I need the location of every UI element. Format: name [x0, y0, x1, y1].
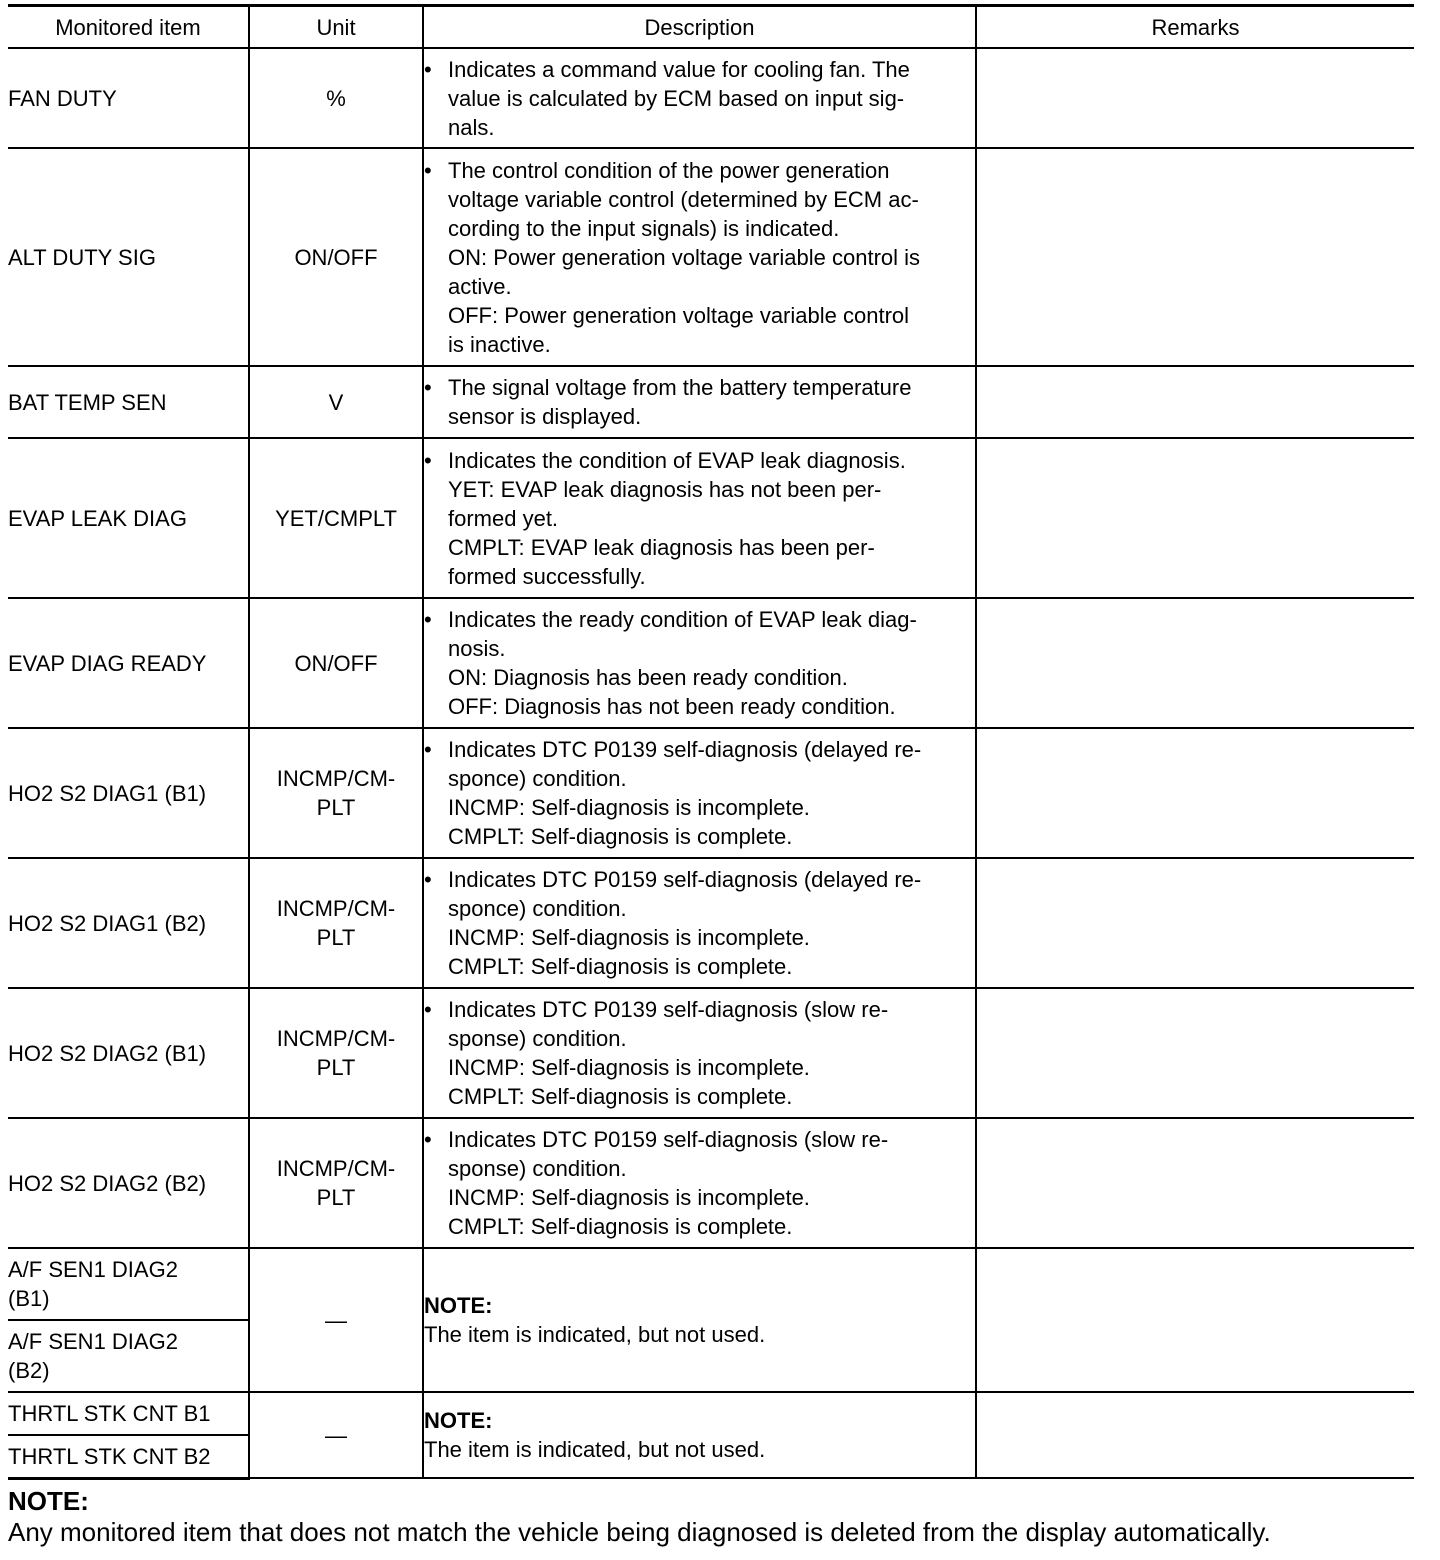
- table-row: [8, 728, 1414, 858]
- description-line: formed successfully.: [448, 563, 646, 589]
- description-line: OFF: Diagnosis has not been ready condition.: [448, 694, 896, 719]
- description-cell: [423, 1118, 976, 1248]
- bullet-item: [424, 1125, 975, 1241]
- header-monitored-item: Monitored item: [8, 6, 249, 49]
- description-line: cording to the input signals) is indicated.: [448, 215, 840, 241]
- table-row: [8, 48, 1414, 148]
- table-row: [8, 858, 1414, 988]
- unit-cell: [249, 728, 423, 858]
- description-text: [448, 735, 975, 851]
- unit-line: PLT: [316, 1185, 356, 1210]
- bullet-icon: •: [424, 1127, 432, 1152]
- description-text: [448, 55, 975, 142]
- unit-cell: [249, 858, 423, 988]
- description-text: [448, 605, 975, 721]
- description-line: is inactive.: [448, 331, 551, 357]
- description-text: [448, 995, 975, 1111]
- description-line: INCMP: Self-diagnosis is incomplete.: [448, 1185, 810, 1210]
- description-text: [448, 373, 975, 431]
- unit-line: PLT: [316, 925, 356, 950]
- monitored-items-table: [8, 4, 1414, 1480]
- item-line: (B1): [8, 1286, 50, 1311]
- description-line: Indicates DTC P0159 self-diagnosis (delayed re-: [448, 867, 922, 892]
- item-line: A/F SEN1 DIAG2: [8, 1257, 178, 1282]
- remarks-cell: [976, 1392, 1414, 1478]
- description-line: ON: Diagnosis has been ready condition.: [448, 665, 848, 690]
- table-row: [8, 438, 1414, 598]
- monitored-item-cell: HO2 S2 DIAG2 (B2): [8, 1118, 249, 1248]
- remarks-cell: [976, 728, 1414, 858]
- monitored-item-cell: BAT TEMP SEN: [8, 366, 249, 438]
- remarks-cell: [976, 148, 1414, 366]
- description-cell: [423, 728, 976, 858]
- bullet-item: [424, 865, 975, 981]
- bullet-icon: •: [424, 867, 432, 892]
- description-text: [448, 865, 975, 981]
- description-text: [448, 156, 975, 359]
- description-line: INCMP: Self-diagnosis is incomplete.: [448, 795, 810, 820]
- footer-note-title: NOTE:: [8, 1486, 89, 1516]
- item-line: THRTL STK CNT B2: [8, 1443, 211, 1469]
- description-line: sponse) condition.: [448, 1026, 627, 1051]
- note-title: NOTE:: [424, 1293, 493, 1318]
- remarks-cell: [976, 988, 1414, 1118]
- description-line: INCMP: Self-diagnosis is incomplete.: [448, 925, 810, 950]
- bullet-item: [424, 373, 975, 431]
- header-remarks: Remarks: [976, 6, 1414, 49]
- remarks-cell: [976, 1118, 1414, 1248]
- description-line: CMPLT: Self-diagnosis is complete.: [448, 1084, 793, 1109]
- header-unit: Unit: [249, 6, 423, 49]
- description-line: YET: EVAP leak diagnosis has not been per-: [448, 476, 882, 502]
- description-line: Indicates the condition of EVAP leak diagnosis.: [448, 447, 906, 473]
- note-text: The item is indicated, but not used.: [424, 1437, 766, 1462]
- description-cell: [423, 1392, 976, 1478]
- note-title: NOTE:: [424, 1408, 493, 1433]
- description-line: INCMP: Self-diagnosis is incomplete.: [448, 1055, 810, 1080]
- table-body: [8, 48, 1414, 1478]
- header-description: Description: [423, 6, 976, 49]
- table-row: [8, 1248, 1414, 1320]
- table-row: [8, 1392, 1414, 1435]
- description-line: The signal voltage from the battery temperature: [448, 375, 912, 400]
- unit-line: INCMP/CM-: [276, 896, 396, 921]
- bullet-icon: •: [424, 375, 432, 400]
- unit-line: INCMP/CM-: [276, 766, 396, 791]
- description-line: CMPLT: Self-diagnosis is complete.: [448, 954, 793, 979]
- monitored-item-cell: ALT DUTY SIG: [8, 148, 249, 366]
- table-row: [8, 988, 1414, 1118]
- description-line: Indicates DTC P0159 self-diagnosis (slow re-: [448, 1127, 889, 1152]
- footer-note-text: Any monitored item that does not match the vehicle being diagnosed is deleted from the display automatically.: [8, 1517, 1271, 1547]
- description-line: The control condition of the power generation: [448, 157, 890, 183]
- unit-line: INCMP/CM-: [276, 1156, 396, 1181]
- description-cell: [423, 1248, 976, 1392]
- remarks-cell: [976, 1248, 1414, 1392]
- description-line: value is calculated by ECM based on input sig-: [448, 85, 905, 111]
- item-line: A/F SEN1 DIAG2: [8, 1329, 178, 1354]
- bullet-icon: •: [424, 997, 432, 1022]
- unit-cell: YET/CMPLT: [249, 438, 423, 598]
- description-cell: [423, 48, 976, 148]
- monitored-item-cell: EVAP DIAG READY: [8, 598, 249, 728]
- remarks-cell: [976, 48, 1414, 148]
- monitored-item-cell: HO2 S2 DIAG1 (B1): [8, 728, 249, 858]
- footer-note: [8, 1486, 1428, 1548]
- description-line: CMPLT: EVAP leak diagnosis has been per-: [448, 534, 875, 560]
- remarks-cell: [976, 598, 1414, 728]
- description-cell: [423, 598, 976, 728]
- unit-cell: —: [249, 1392, 423, 1478]
- description-line: OFF: Power generation voltage variable control: [448, 302, 910, 328]
- bullet-item: [424, 156, 975, 359]
- note-text: The item is indicated, but not used.: [424, 1322, 766, 1347]
- unit-line: PLT: [316, 1055, 356, 1080]
- table-row: [8, 148, 1414, 366]
- description-text: [448, 446, 975, 591]
- description-cell: [423, 988, 976, 1118]
- description-line: voltage variable control (determined by ECM ac-: [448, 186, 919, 212]
- description-text: [448, 1125, 975, 1241]
- monitored-item-cell: [8, 1435, 249, 1478]
- description-cell: [423, 366, 976, 438]
- bullet-icon: •: [424, 607, 432, 632]
- unit-cell: [249, 988, 423, 1118]
- remarks-cell: [976, 438, 1414, 598]
- monitored-item-cell: FAN DUTY: [8, 48, 249, 148]
- table-row: [8, 598, 1414, 728]
- monitored-item-cell: HO2 S2 DIAG1 (B2): [8, 858, 249, 988]
- bullet-item: [424, 735, 975, 851]
- unit-line: PLT: [316, 795, 356, 820]
- bullet-icon: •: [424, 56, 432, 82]
- description-line: Indicates DTC P0139 self-diagnosis (slow re-: [448, 997, 889, 1022]
- unit-cell: —: [249, 1248, 423, 1392]
- description-line: sponce) condition.: [448, 896, 627, 921]
- bullet-icon: •: [424, 447, 432, 473]
- description-cell: [423, 438, 976, 598]
- description-line: sensor is displayed.: [448, 404, 642, 429]
- unit-cell: [249, 1118, 423, 1248]
- monitored-item-cell: [8, 1392, 249, 1435]
- description-line: sponse) condition.: [448, 1156, 627, 1181]
- description-line: sponce) condition.: [448, 766, 627, 791]
- description-line: Indicates the ready condition of EVAP leak diag-: [448, 607, 917, 632]
- bullet-icon: •: [424, 737, 432, 762]
- unit-cell: %: [249, 48, 423, 148]
- description-line: Indicates a command value for cooling fan. The: [448, 56, 910, 82]
- unit-line: INCMP/CM-: [276, 1026, 396, 1051]
- monitored-item-cell: EVAP LEAK DIAG: [8, 438, 249, 598]
- monitored-item-cell: [8, 1248, 249, 1320]
- bullet-icon: •: [424, 157, 432, 183]
- description-line: formed yet.: [448, 505, 559, 531]
- remarks-cell: [976, 366, 1414, 438]
- monitored-item-cell: HO2 S2 DIAG2 (B1): [8, 988, 249, 1118]
- monitored-item-cell: [8, 1320, 249, 1392]
- bullet-item: [424, 55, 975, 142]
- description-line: nals.: [448, 114, 495, 140]
- description-line: Indicates DTC P0139 self-diagnosis (delayed re-: [448, 737, 922, 762]
- description-line: CMPLT: Self-diagnosis is complete.: [448, 1214, 793, 1239]
- table-row: [8, 1118, 1414, 1248]
- item-line: (B2): [8, 1358, 50, 1383]
- description-line: active.: [448, 273, 512, 299]
- remarks-cell: [976, 858, 1414, 988]
- bullet-item: [424, 605, 975, 721]
- unit-cell: ON/OFF: [249, 598, 423, 728]
- description-cell: [423, 858, 976, 988]
- description-line: ON: Power generation voltage variable control is: [448, 244, 921, 270]
- description-line: CMPLT: Self-diagnosis is complete.: [448, 824, 793, 849]
- unit-cell: V: [249, 366, 423, 438]
- description-cell: [423, 148, 976, 366]
- description-line: nosis.: [448, 636, 506, 661]
- bullet-item: [424, 446, 975, 591]
- item-line: THRTL STK CNT B1: [8, 1401, 211, 1426]
- table-header-row: [8, 6, 1414, 49]
- unit-cell: ON/OFF: [249, 148, 423, 366]
- table-row: [8, 366, 1414, 438]
- bullet-item: [424, 995, 975, 1111]
